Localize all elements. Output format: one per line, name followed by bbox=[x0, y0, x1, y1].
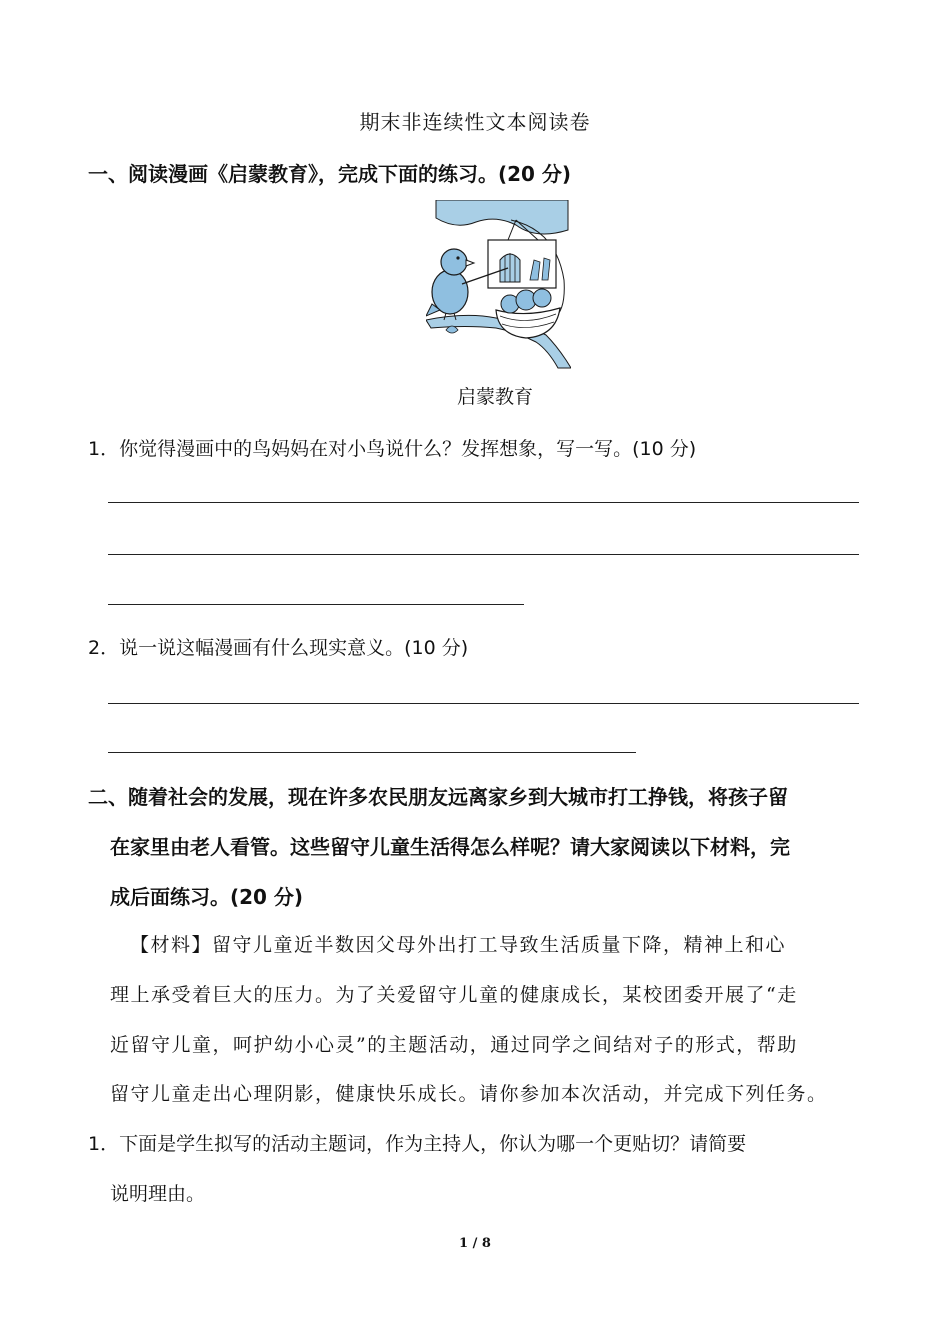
page-title: 期末非连续性文本阅读卷 bbox=[359, 110, 591, 134]
section1-heading: 一、阅读漫画《启蒙教育》，完成下面的练习。(20 分) bbox=[88, 162, 572, 186]
answer-line[interactable] bbox=[108, 703, 859, 704]
section1-question-2: 2．说一说这幅漫画有什么现实意义。(10 分) bbox=[88, 637, 469, 659]
material-line1: 【材料】留守儿童近半数因父母外出打工导致生活质量下降，精神上和心 bbox=[130, 934, 787, 956]
cartoon-illustration bbox=[426, 200, 571, 370]
section2-heading-line1: 二、随着社会的发展，现在许多农民朋友远离家乡到大城市打工挣钱，将孩子留 bbox=[88, 785, 788, 809]
cartoon-caption: 启蒙教育 bbox=[456, 386, 533, 408]
section2-heading-line3: 成后面练习。(20 分) bbox=[110, 885, 304, 909]
material-line2: 理上承受着巨大的压力。为了关爱留守儿童的健康成长，某校团委开展了“走 bbox=[110, 984, 798, 1006]
bird-teaching-cartoon bbox=[426, 200, 571, 370]
answer-line[interactable] bbox=[108, 752, 636, 753]
section2-question-1-line1: 1．下面是学生拟写的活动主题词，作为主持人，你认为哪一个更贴切？请简要 bbox=[88, 1133, 747, 1155]
page-number: 1 / 8 bbox=[459, 1236, 491, 1251]
answer-line[interactable] bbox=[108, 502, 859, 503]
material-line3: 近留守儿童，呵护幼小心灵”的主题活动，通过同学之间结对子的形式，帮助 bbox=[110, 1034, 798, 1056]
section2-question-1-line2: 说明理由。 bbox=[110, 1183, 206, 1205]
answer-line[interactable] bbox=[108, 554, 859, 555]
section2-heading-line2: 在家里由老人看管。这些留守儿童生活得怎么样呢？请大家阅读以下材料，完 bbox=[110, 835, 790, 859]
answer-line[interactable] bbox=[108, 604, 524, 605]
material-line4: 留守儿童走出心理阴影，健康快乐成长。请你参加本次活动，并完成下列任务。 bbox=[110, 1083, 828, 1105]
section1-question-1: 1．你觉得漫画中的鸟妈妈在对小鸟说什么？发挥想象，写一写。(10 分) bbox=[88, 438, 697, 460]
